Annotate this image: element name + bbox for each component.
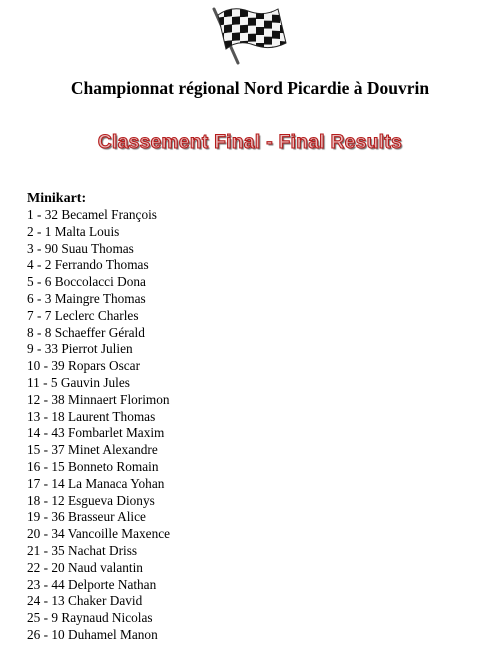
result-row: 26 - 10 Duhamel Manon <box>27 626 158 642</box>
result-row: 4 - 2 Ferrando Thomas <box>27 257 149 273</box>
result-row: 13 - 18 Laurent Thomas <box>27 408 156 424</box>
result-row: 21 - 35 Nachat Driss <box>27 542 138 558</box>
result-row: 19 - 36 Brasseur Alice <box>27 509 146 525</box>
result-row: 24 - 13 Chaker David <box>27 593 143 609</box>
result-row: 1 - 32 Becamel François <box>27 207 157 222</box>
result-row: 22 - 20 Naud valantin <box>27 559 143 575</box>
checkered-flag-icon <box>208 3 290 65</box>
result-row: 14 - 43 Fombarlet Maxim <box>27 425 165 441</box>
results-list <box>27 207 170 644</box>
result-row: 7 - 7 Leclerc Charles <box>27 307 139 323</box>
result-row: 11 - 5 Gauvin Jules <box>27 374 130 390</box>
result-row: 16 - 15 Bonneto Romain <box>27 458 159 474</box>
result-row: 23 - 44 Delporte Nathan <box>27 576 157 592</box>
final-results-banner: Classement Final - Final Results <box>97 132 403 153</box>
result-row: 8 - 8 Schaeffer Gérald <box>27 324 145 340</box>
result-row: 18 - 12 Esgueva Dionys <box>27 492 155 508</box>
result-row: 9 - 33 Pierrot Julien <box>27 341 133 357</box>
result-row: 10 - 39 Ropars Oscar <box>27 358 140 374</box>
result-row: 20 - 34 Vancoille Maxence <box>27 526 171 542</box>
result-row: 5 - 6 Boccolacci Dona <box>27 274 146 290</box>
result-row: 2 - 1 Malta Louis <box>27 223 120 239</box>
result-row: 3 - 90 Suau Thomas <box>27 240 134 256</box>
result-row: 17 - 14 La Manaca Yohan <box>27 475 165 491</box>
result-row: 12 - 38 Minnaert Florimon <box>27 391 170 407</box>
result-row: 6 - 3 Maingre Thomas <box>27 290 146 306</box>
result-row: 15 - 37 Minet Alexandre <box>27 442 158 458</box>
category-heading: Minikart: <box>27 191 87 206</box>
page-title: Championnat régional Nord Picardie à Douvrin <box>70 78 430 98</box>
result-row: 25 - 9 Raynaud Nicolas <box>27 610 153 626</box>
